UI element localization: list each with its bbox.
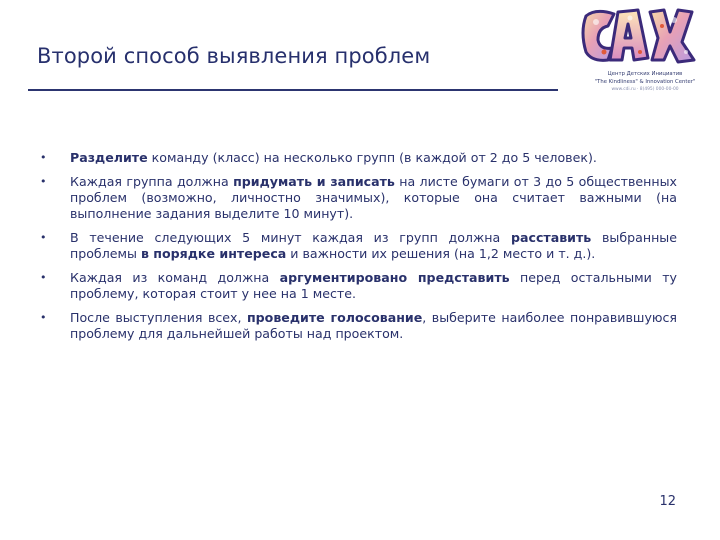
bullet-emphasis: аргументировано представить [279, 270, 510, 285]
bullet-marker: • [40, 151, 47, 164]
title-underline [28, 89, 558, 91]
slide-title: Второй способ выявления проблем [37, 44, 431, 68]
bullet-text: выбранные проблемы [70, 230, 677, 261]
bullet-item [40, 310, 677, 342]
bullet-marker: • [40, 231, 47, 244]
bullet-list [40, 150, 677, 350]
bullet-item [40, 270, 677, 302]
bullet-emphasis: придумать и записать [233, 174, 395, 189]
bullet-item [40, 230, 677, 262]
bullet-text: После выступления всех, [70, 310, 247, 325]
bullet-text: перед остальными ту проблему, которая стоит у нее на 1 месте. [70, 270, 677, 301]
page-number: 12 [659, 494, 676, 509]
bullet-marker: • [40, 175, 47, 188]
bullet-text: , выберите наиболее понравившуюся проблему для дальнейшей работы над проектом. [70, 310, 677, 341]
logo-caption-line: www.cdi.ru · 8(495) 000-00-00 [611, 87, 679, 92]
bullet-emphasis: проведите голосование [246, 310, 423, 325]
bullet-item [40, 174, 677, 222]
bullet-marker: • [40, 311, 47, 324]
bullet-item [40, 150, 677, 166]
bullet-text: команду (класс) на несколько групп (в каждой от 2 до 5 человек). [147, 150, 597, 165]
bullet-text: В течение следующих 5 минут каждая из групп должна [70, 230, 511, 245]
logo-caption-line: Центр Детских Инициатив [607, 71, 683, 77]
bullet-text: на листе бумаги от 3 до 5 общественных проблем (возможно, личностно значимых), которые она считает важными (на выполнение задания выделите 10 минут). [70, 174, 677, 221]
bullet-text: Каждая группа должна [70, 174, 234, 189]
bullet-text: и важности их решения (на 1,2 место и т. д.). [286, 246, 596, 261]
bullet-marker: • [40, 271, 47, 284]
logo-caption-line: "The Kindliness" & Innovation Center" [594, 79, 696, 85]
bullet-text: Каждая из команд должна [70, 270, 280, 285]
bullet-emphasis: Разделите [70, 150, 148, 165]
bullet-emphasis: расставить [510, 230, 592, 245]
bullet-emphasis: в порядке интереса [140, 246, 287, 261]
logo-caption [590, 70, 700, 94]
